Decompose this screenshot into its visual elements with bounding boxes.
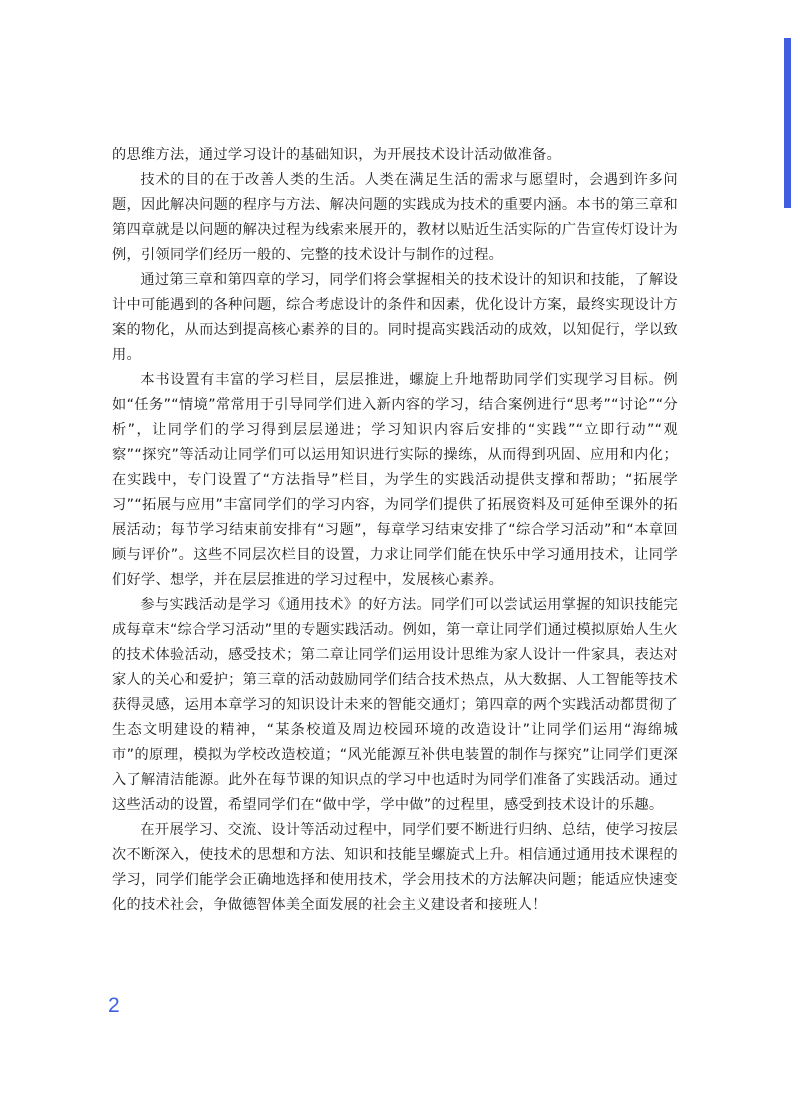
- paragraph-continuation: 的思维方法，通过学习设计的基础知识，为开展技术设计活动做准备。: [112, 147, 562, 163]
- paragraph: 参与实践活动是学习《通用技术》的好方法。同学们可以尝试运用掌握的知识技能完成每章末“综合学习活动”里的专题实践活动。例如，第一章让同学们通过模拟原始人生火的技术体验活动，感受技术；第二章让同学们运用设计思维为家人设计一件家具，表达对家人的关心和爱护；第三章的活动鼓励同学们结合技术热点，从大数据、人工智能等技术获得灵感，运用本章学习的知识设计未来的智能交通灯；第四章的两个实践活动都贯彻了生态文明建设的精神，“某条校道及周边校园环境的改造设计”让同学们运用“海绵城市”的原理，模拟为学校改造校道；“风光能源互补供电装置的制作与探究”让同学们更深入了解清洁能源。此外在每节课的知识点的学习中也适时为同学们准备了实践活动。通过这些活动的设置，希望同学们在“做中学，学中做”的过程里，感受到技术设计的乐趣。: [112, 597, 678, 813]
- page-number: 2: [108, 994, 120, 1017]
- paragraph: 在开展学习、交流、设计等活动过程中，同学们要不断进行归纳、总结，使学习按层次不断深入，使技术的思想和方法、知识和技能呈螺旋式上升。相信通过通用技术课程的学习，同学们能学会正确地选择和使用技术，学会用技术的方法解决问题；能适应快速变化的技术社会，争做德智体美全面发展的社会主义建设者和接班人！: [112, 822, 678, 913]
- paragraph: 本书设置有丰富的学习栏目，层层推进，螺旋上升地帮助同学们实现学习目标。例如“任务”“情境”常常用于引导同学们进入新内容的学习，结合案例进行“思考”“讨论”“分析”，让同学们的学习得到层层递进；学习知识内容后安排的“实践”“立即行动”“观察”“探究”等活动让同学们可以运用知识进行实际的操练，从而得到巩固、应用和内化；在实践中，专门设置了“方法指导”栏目，为学生的实践活动提供支撑和帮助；“拓展学习”“拓展与应用”丰富同学们的学习内容，为同学们提供了拓展资料及可延伸至课外的拓展活动；每节学习结束前安排有“习题”，每章学习结束安排了“综合学习活动”和“本章回顾与评价”。这些不同层次栏目的设置，力求让同学们能在快乐中学习通用技术，让同学们好学、想学，并在层层推进的学习过程中，发展核心素养。: [112, 372, 678, 588]
- chapter-edge-tab: [784, 38, 791, 208]
- paragraph: 通过第三章和第四章的学习，同学们将会掌握相关的技术设计的知识和技能，了解设计中可能遇到的各种问题，综合考虑设计的条件和因素，优化设计方案，最终实现设计方案的物化，从而达到提高核心素养的目的。同时提高实践活动的成效，以知促行，学以致用。: [112, 272, 678, 363]
- body-text: [112, 143, 678, 918]
- paragraph: 技术的目的在于改善人类的生活。人类在满足生活的需求与愿望时，会遇到许多问题，因此解决问题的程序与方法、解决问题的实践成为技术的重要内涵。本书的第三章和第四章就是以问题的解决过程为线索来展开的，教材以贴近生活实际的广告宣传灯设计为例，引领同学们经历一般的、完整的技术设计与制作的过程。: [112, 172, 678, 263]
